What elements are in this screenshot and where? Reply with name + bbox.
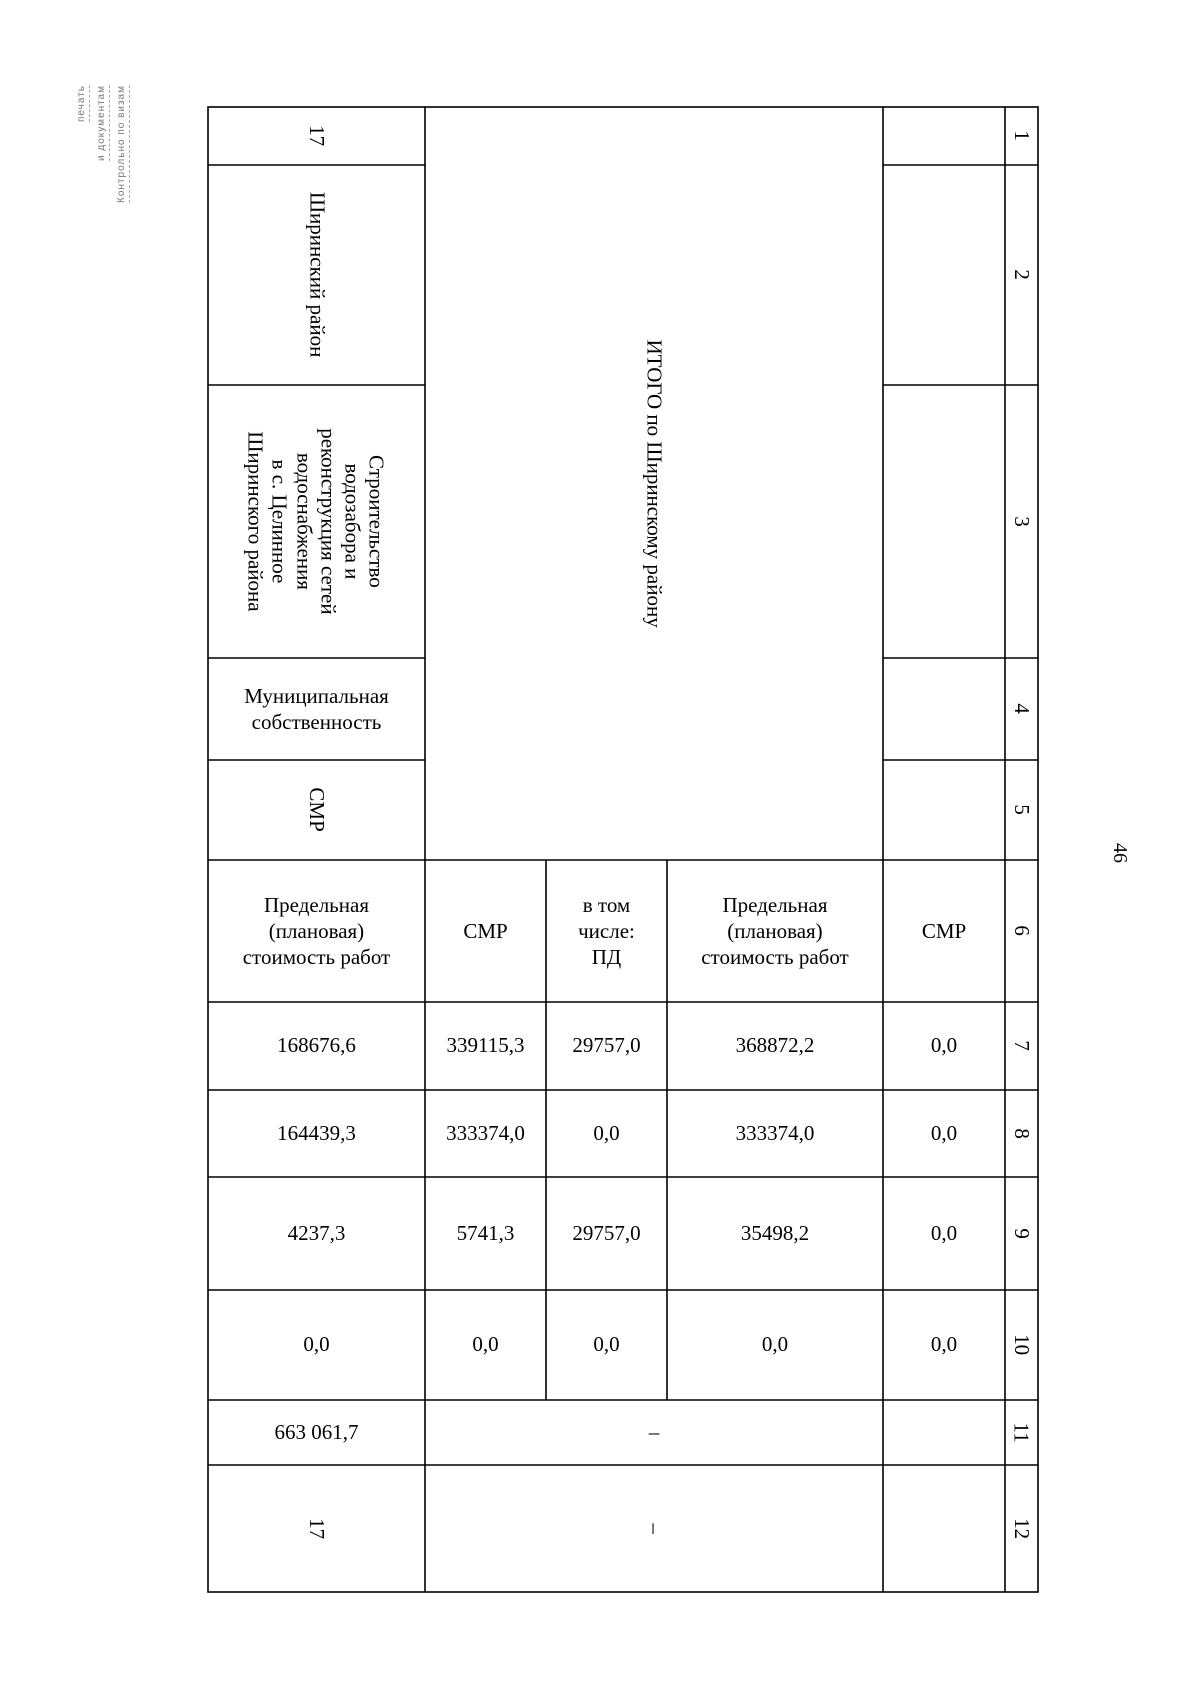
table-cell: 0,0 [761,1332,789,1357]
cost-label: Предельная (плановая) стоимость работ [242,892,391,970]
table-cell: 0,0 [930,1220,958,1245]
district-name: Ширинский район [305,192,330,358]
column-number: 2 [1010,269,1035,281]
column-number: 9 [1010,1228,1035,1239]
table-cell: 333374,0 [735,1120,815,1145]
column-number: 1 [1010,130,1035,142]
column-number: 12 [1010,1518,1035,1539]
column-number: 8 [1010,1128,1035,1139]
subhead-pd: в том числе: ПД [578,892,635,970]
work-type: СМР [305,787,330,833]
subhead-smr: СМР [463,918,508,943]
column-number: 5 [1010,804,1035,816]
stamp-line: и документам [96,85,110,161]
table-cell: 0,0 [472,1332,499,1357]
table-cell: 29757,0 [572,1033,641,1058]
table-cell: 0,0 [303,1332,330,1357]
table-cell: 368872,2 [735,1033,815,1058]
stamp-line: печать [76,85,90,122]
table-cell: 17 [305,1518,330,1539]
column-number: 3 [1010,516,1035,527]
column-number: 7 [1010,1040,1035,1052]
column-number: 4 [1010,703,1035,715]
table-cell: 5741,3 [456,1220,515,1245]
page-number: 46 [1109,843,1132,863]
table-cell: 339115,3 [446,1033,525,1058]
itogo-label: ИТОГО по Ширинскому району [642,339,667,628]
column-number: 6 [1010,925,1035,937]
subhead-limit-cost: Предельная (плановая) стоимость работ [701,892,849,970]
table-cell: 0,0 [930,1033,958,1058]
table-cell: 164439,3 [277,1120,356,1145]
table-cell: 29757,0 [572,1220,641,1245]
table-cell: 0,0 [593,1120,620,1145]
table-cell: 35498,2 [740,1220,810,1245]
table-cell: 0,0 [593,1332,620,1357]
ownership: Муниципальная собственность [244,683,389,734]
table-cell: 663 061,7 [274,1419,359,1444]
table-cell: 333374,0 [446,1120,525,1145]
table-cell: – [648,1419,660,1444]
column-number: 11 [1010,1422,1035,1443]
column-number: 10 [1010,1334,1035,1356]
object-name: Строительство водозабора и реконструкция сетей водоснабжения в с. Целинное Ширинского района [244,428,389,615]
table-cell: 168676,6 [277,1033,356,1058]
stamp-line: Контрольно по визам [116,85,130,203]
table-cell: – [642,1523,667,1534]
row-number: 17 [305,125,330,147]
table-cell: 0,0 [930,1332,958,1357]
table-cell: 4237,3 [287,1220,346,1245]
subhead-smr: СМР [921,918,967,943]
table-cell: 0,0 [930,1120,958,1145]
